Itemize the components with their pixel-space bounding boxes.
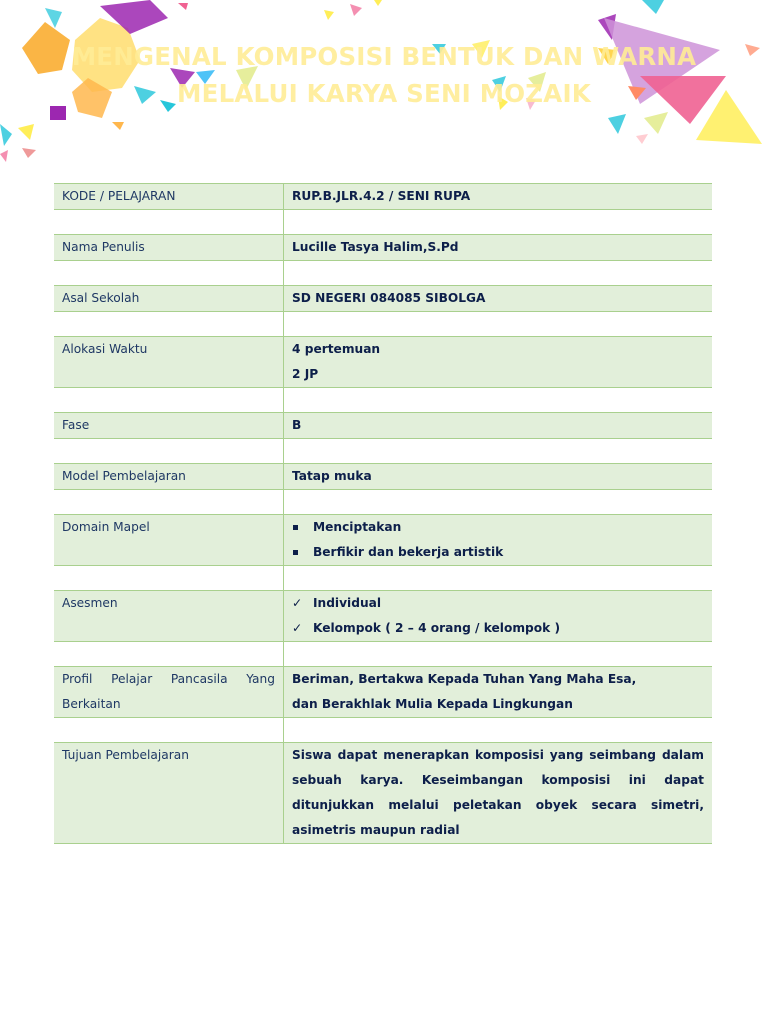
triangle-shape [642, 0, 664, 14]
value-line: dan Berakhlak Mulia Kepada Lingkungan [292, 697, 573, 711]
row-value [284, 591, 713, 642]
row-value [284, 667, 713, 718]
row-label: Domain Mapel [54, 515, 284, 566]
row-value: Siswa dapat menerapkan komposisi yang seimbang dalam sebuah karya. Keseimbangan komposisi ini dapat ditunjukkan melalui peletakan obyek secara simetri, asimetris maupun radial [284, 743, 713, 844]
triangle-shape [22, 148, 36, 158]
spacer-row [54, 388, 712, 413]
row-label: Model Pembelajaran [54, 464, 284, 490]
table-row-tujuan [54, 743, 712, 844]
triangle-shape [644, 112, 668, 134]
triangle-shape [112, 122, 124, 130]
table-row-profil [54, 667, 712, 718]
triangle-shape [374, 0, 382, 6]
triangle-shape [18, 124, 34, 140]
value-line: 4 pertemuan [292, 342, 381, 356]
row-value: SD NEGERI 084085 SIBOLGA [284, 286, 713, 312]
row-label: Tujuan Pembelajaran [54, 743, 284, 844]
document-title [0, 38, 768, 112]
value-line: 2 JP [292, 367, 319, 381]
label-line: Berkaitan [62, 697, 121, 711]
triangle-shape [324, 10, 334, 20]
triangle-shape [608, 114, 626, 134]
row-label: KODE / PELAJARAN [54, 184, 284, 210]
row-value: Tatap muka [284, 464, 713, 490]
triangle-shape [178, 3, 188, 10]
table-row-penulis [54, 235, 712, 261]
triangle-shape [636, 134, 648, 144]
spacer-row [54, 718, 712, 743]
row-label [54, 667, 284, 718]
checkmark-icon: ✓ [292, 596, 303, 610]
row-value: B [284, 413, 713, 439]
row-label: Asesmen [54, 591, 284, 642]
table-row-fase [54, 413, 712, 439]
row-value: Lucille Tasya Halim,S.Pd [284, 235, 713, 261]
spacer-row [54, 642, 712, 667]
label-line: Profil Pelajar Pancasila Yang [62, 672, 275, 686]
list-item: Menciptakan [292, 515, 704, 540]
checkmark-icon: ✓ [292, 621, 303, 635]
row-value: RUP.B.JLR.4.2 / SENI RUPA [284, 184, 713, 210]
table-row-domain [54, 515, 712, 566]
domain-list [292, 515, 704, 565]
spacer-row [54, 312, 712, 337]
title-line-1: MENGENAL KOMPOSISI BENTUK DAN WARNA [71, 42, 697, 71]
spacer-row [54, 566, 712, 591]
triangle-shape [0, 150, 8, 162]
spacer-row [54, 439, 712, 464]
list-item: ✓ Individual [292, 591, 704, 616]
triangle-shape [350, 4, 362, 16]
spacer-row [54, 490, 712, 515]
asesmen-list [292, 591, 704, 641]
triangle-shape [0, 124, 12, 146]
table-row-asesmen [54, 591, 712, 642]
row-value [284, 515, 713, 566]
spacer-row [54, 261, 712, 286]
table-row-sekolah [54, 286, 712, 312]
square-bullet-icon [292, 515, 306, 540]
value-line: Beriman, Bertakwa Kepada Tuhan Yang Maha Esa, [292, 672, 637, 686]
table-row-kode [54, 184, 712, 210]
row-label: Alokasi Waktu [54, 337, 284, 388]
spacer-row [54, 210, 712, 235]
row-label: Asal Sekolah [54, 286, 284, 312]
lesson-info-table [54, 183, 712, 844]
title-line-2: MELALUI KARYA SENI MOZAIK [177, 79, 591, 108]
row-label: Fase [54, 413, 284, 439]
square-bullet-icon [292, 540, 306, 565]
list-item: Berfikir dan bekerja artistik [292, 540, 704, 565]
table-row-alokasi [54, 337, 712, 388]
list-item: ✓ Kelompok ( 2 – 4 orang / kelompok ) [292, 616, 704, 641]
row-label: Nama Penulis [54, 235, 284, 261]
table-row-model [54, 464, 712, 490]
row-value [284, 337, 713, 388]
